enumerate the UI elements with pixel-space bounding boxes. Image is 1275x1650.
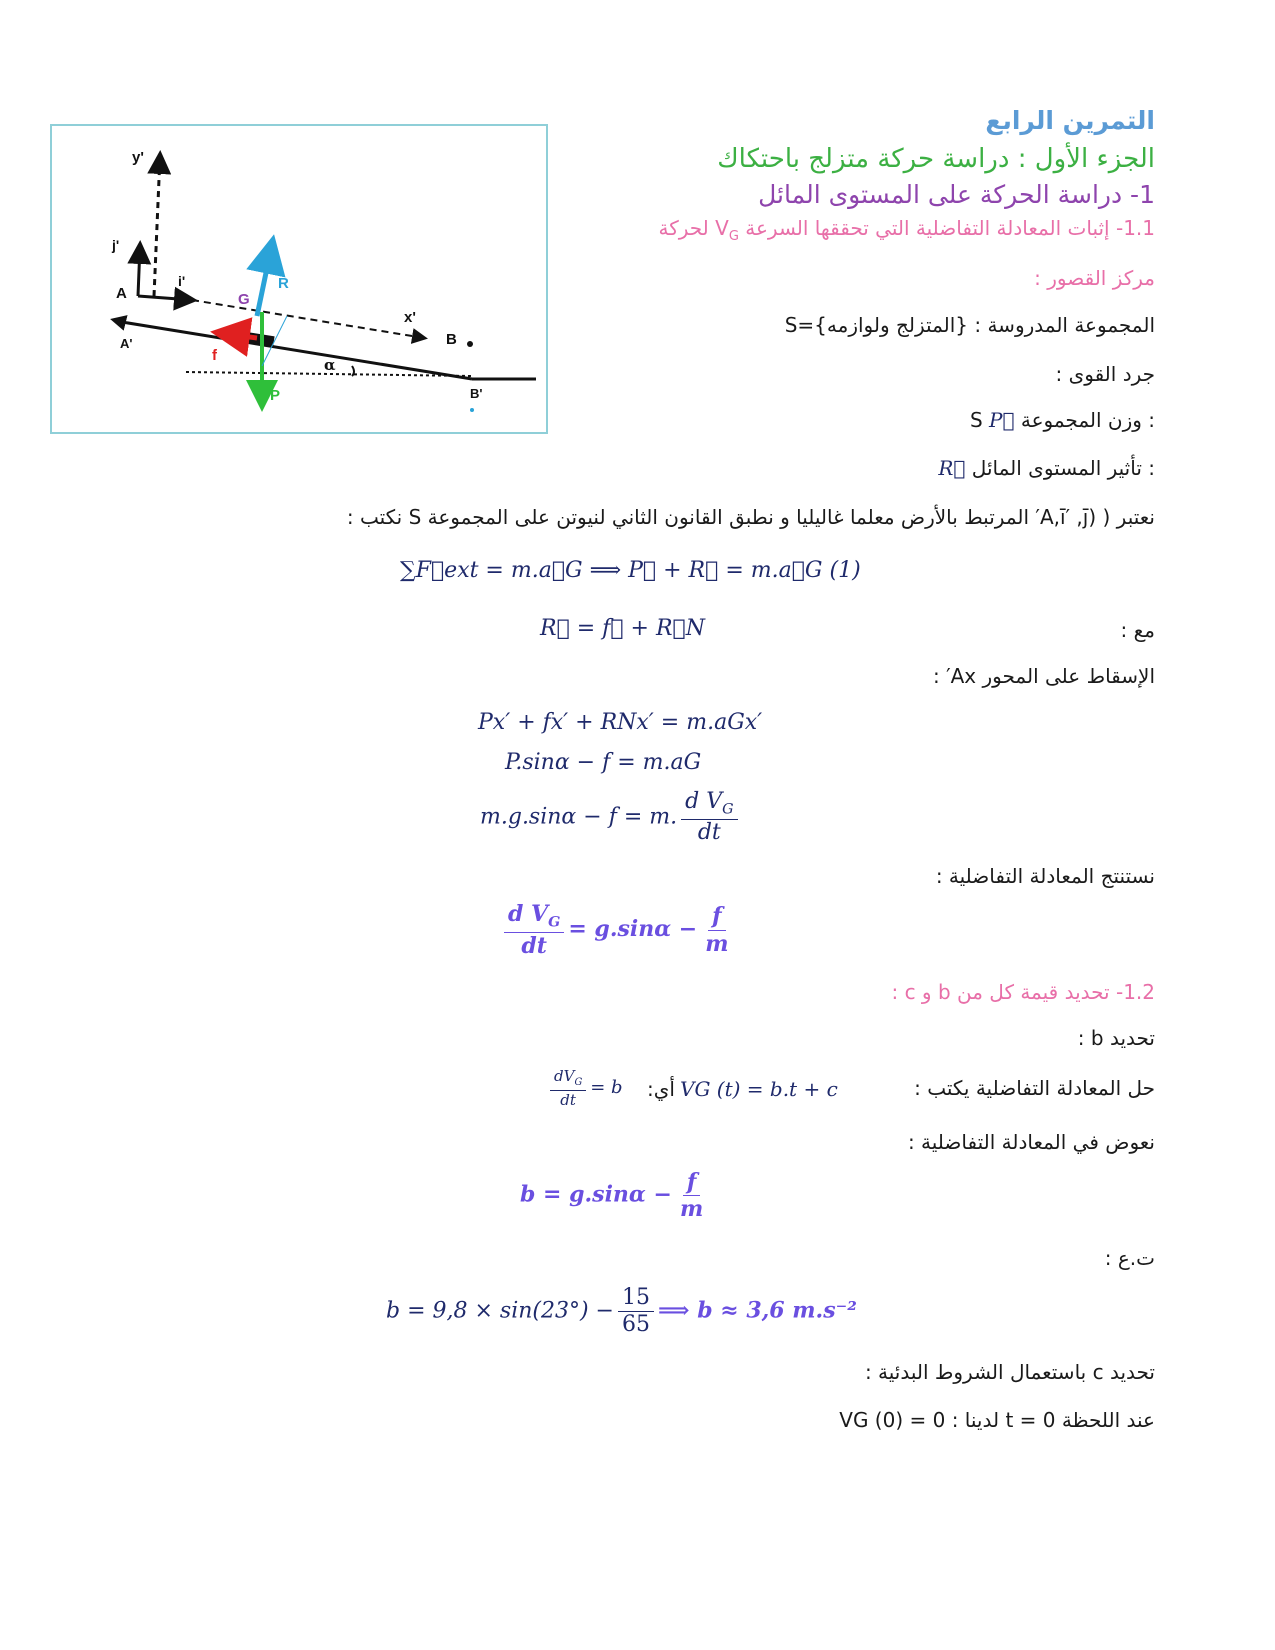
center-of-mass-label: مركز القصور : [1034,266,1155,290]
f-over-m-fraction: $\frac{f}{m}$ [705,903,729,957]
label-y: y' [132,149,144,166]
b-result: ⟹ b ≈ 3,6 m.s⁻² [658,1297,857,1324]
b-prime-dot [470,408,474,412]
b-f-over-m: $\frac{f}{m}$ [679,1169,704,1223]
point-b [467,341,473,347]
newton-equation: ∑F⃗ext = m.a⃗G ⟹ P⃗ + R⃗ = m.a⃗G (1) [400,558,861,583]
b-formula [520,1170,711,1221]
force-r-line [938,456,1155,480]
r-vector [257,244,272,316]
inclined-plane-figure [50,124,548,434]
exercise-title: التمرين الرابع [985,106,1155,135]
figure-svg [52,126,546,432]
initial-condition: عند اللحظة t = 0 لدينا : VG (0) = 0 [839,1408,1155,1432]
incline-start-arrow [114,320,122,322]
part-heading: الجزء الأول : دراسة حركة متزلج باحتكاك [717,144,1155,174]
label-g: G [238,291,250,308]
label-j: j' [112,237,120,253]
projection-eq-3 [480,790,742,845]
db-rhs: = b [590,1077,623,1099]
differential-equation [500,902,737,958]
force-p-text: : وزن المجموعة S [969,408,1155,432]
label-i: i' [178,273,186,289]
y-axis [154,156,160,296]
dv-dt-fraction: $\frac{d V_G}{dt}$ [681,790,737,845]
projection-eq-2: P.sinα − f = m.aG [505,750,702,775]
label-b-prime: B' [470,386,483,401]
force-p-symbol: P⃗ [989,408,1015,432]
label-x: x' [404,309,416,326]
b-formula-left: b = g.sinα − [520,1181,672,1208]
label-r: R [278,275,289,292]
label-a-prime: A' [120,336,133,351]
force-r-text: : تأثير المستوى المائل [971,456,1155,480]
forces-inventory-label: جرد القوى : [1055,362,1155,386]
b-frac-den: 65 [622,1312,650,1338]
determine-b-label: تحديد b : [1077,1026,1155,1050]
projection-eq-1: Px′ + fx′ + RNx′ = m.aGx′ [478,710,763,735]
projection-eq-3-left: m.g.sinα − f = m. [480,804,678,830]
subsection-1-1-g: G [728,229,739,244]
subsection-1-2: 1.2- تحديد قيمة كل من b و c : [891,980,1155,1004]
subsection-1-1 [658,216,1155,244]
system-definition: المجموعة المدروسة : {المتزلج ولوازمه}=S [784,313,1155,337]
label-f: f [212,347,217,364]
label-a: A [116,285,127,302]
subsection-1-1-text: 1.1- إثبات المعادلة التفاضلية التي تحققها السرعة V [715,216,1155,240]
numerical-application-label: ت.ع : [1104,1246,1155,1270]
label-p: P [270,387,281,404]
deduce-label: نستنتج المعادلة التفاضلية : [935,864,1155,888]
j-vector [138,246,140,296]
reaction-equation: R⃗ = f⃗ + R⃗N [540,616,705,641]
b-frac-num: 15 [618,1286,654,1312]
subsection-1-1-end: لحركة [658,216,709,240]
force-p-line [970,408,1155,432]
label-b: B [446,331,457,348]
i-vector [138,296,192,300]
determine-c-label: تحديد c باستعمال الشروط البدئية : [864,1360,1155,1384]
section-heading: 1- دراسة الحركة على المستوى المائل [758,180,1155,209]
solution-equation: VG (t) = b.t + c [680,1077,838,1101]
force-r-symbol: R⃗ [938,456,966,480]
diff-rhs: = g.sinα − [568,916,698,943]
b-numeric-left: b = 9,8 × sin(23°) − [386,1298,614,1324]
frame-statement: نعتبر ( (A,ī′ ,j̄′ المرتبط بالأرض معلما غاليليا و نطبق القانون الثاني لنيوتن على المجموعة S نكتب : [346,505,1155,529]
b-numeric-fraction [618,1286,654,1337]
incline-line [122,322,472,379]
projection-label: الإسقاط على المحور Ax′ : [932,664,1155,688]
label-alpha: α [324,356,336,374]
ai-word: أي: [647,1077,675,1101]
substitute-label: نعوض في المعادلة التفاضلية : [907,1130,1155,1154]
db-equation [546,1068,623,1108]
angle-arc [352,366,354,376]
b-numeric [386,1286,857,1337]
solution-text: حل المعادلة التفاضلية يكتب : [914,1076,1155,1100]
with-label: مع : [1120,618,1155,642]
db-fraction: $\frac{dV_G}{dt}$ [550,1068,586,1108]
diff-lhs-fraction: $\frac{d V_G}{dt}$ [504,902,564,958]
